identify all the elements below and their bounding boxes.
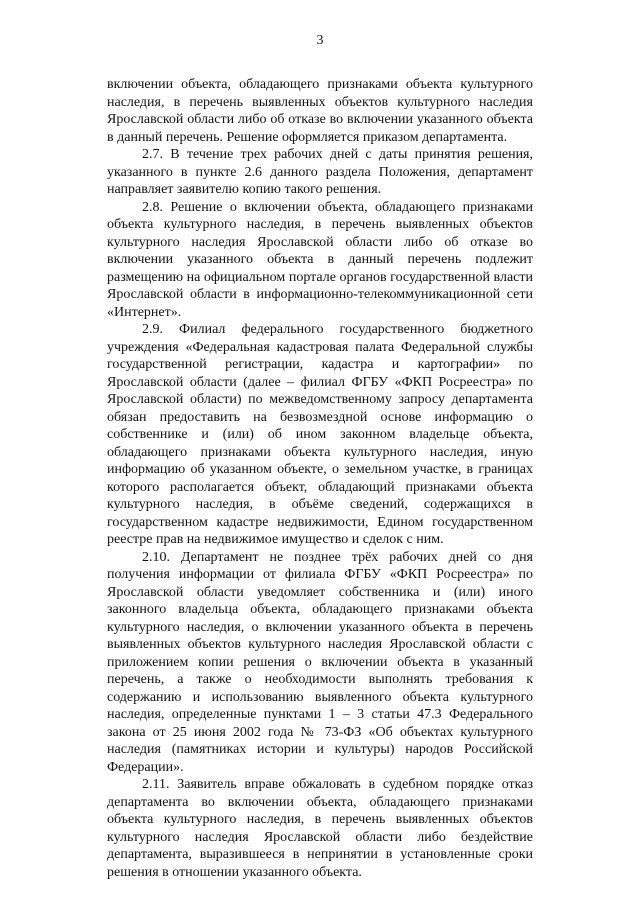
page-number: 3 (316, 33, 324, 48)
paragraph-2-8: 2.8. Решение о включении объекта, обладающего признаками объекта культурного наследия, в перечень выявленных объектов культурного наследия Ярославской области либо об отказе во включении указанного объекта в данный перечень подлежит размещению на официальном портале органов государственной власти Ярославской области в информационно-телекоммуникационной сети «Интернет». (107, 199, 533, 320)
paragraph-2-10: 2.10. Департамент не позднее трёх рабочих дней со дня получения информации от филиала ФГБУ «ФКП Росреестра» по Ярославской области уведомляет собственника и (или) иного законного владельца объекта, обладающего признаками объекта культурного наследия, о включении указанного объекта в перечень выявленных объектов культурного наследия Ярославской области с приложением копии решения о включении объекта в указанный перечень, а также о необходимости выполнять требования к содержанию и использованию выявленного объекта культурного наследия, определенные пунктами 1 – 3 статьи 47.3 Федерального закона от 25 июня 2002 года № 73-ФЗ «Об объектах культурного наследия (памятниках истории и культуры) народов Российской Федерации». (107, 549, 533, 775)
paragraph-2-11: 2.11. Заявитель вправе обжаловать в судебном порядке отказ департамента во включении объекта, обладающего признаками объекта культурного наследия, в перечень выявленных объектов культурного наследия Ярославской области либо бездействие департамента, выразившееся в непринятии в установленные сроки решения в отношении указанного объекта. (107, 777, 533, 880)
paragraph-2-7: 2.7. В течение трех рабочих дней с даты принятия решения, указанного в пункте 2.6 данного раздела Положения, департамент направляет заявителю копию такого решения. (107, 147, 533, 197)
document-body (107, 76, 533, 881)
paragraph-continuation: включении объекта, обладающего признаками объекта культурного наследия, в перечень выявленных объектов культурного наследия Ярославской области либо об отказе во включении указанного объекта в данный перечень. Решение оформляется приказом департамента. (107, 77, 533, 145)
paragraph-2-9: 2.9. Филиал федерального государственного бюджетного учреждения «Федеральная кадастровая палата Федеральной службы государственной регистрации, кадастра и картографии» по Ярославской области (далее – филиал ФГБУ «ФКП Росреестра» по Ярославской области) по межведомственному запросу департамента обязан предоставить на безвозмездной основе информацию о собственнике и (или) об ином законном владельце объекта, обладающего признаками объекта культурного наследия, иную информацию об указанном объекте, о земельном участке, в границах которого располагается объект, обладающий признаками объекта культурного наследия, в объёме сведений, содержащихся в государственном кадастре недвижимости, Едином государственном реестре прав на недвижимое имущество и сделок с ним. (107, 322, 533, 547)
